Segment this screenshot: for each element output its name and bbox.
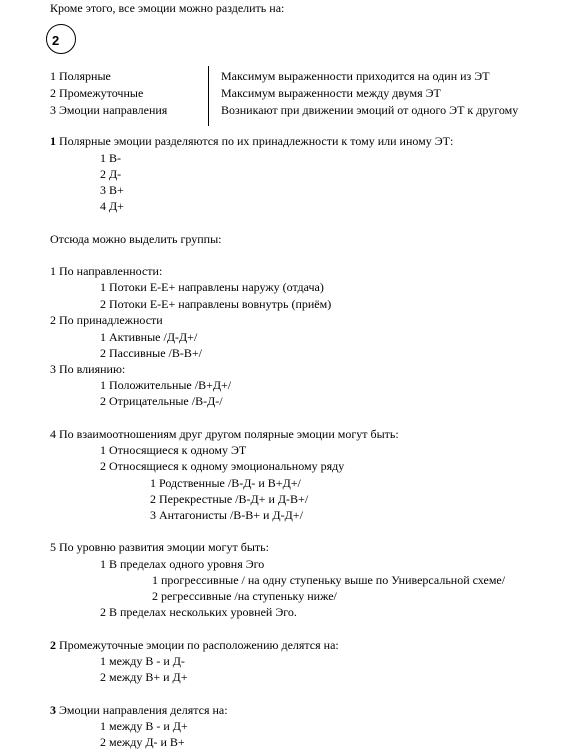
table-term: 1 Полярные (50, 69, 111, 83)
section-1-heading (50, 134, 453, 148)
section-3-number: 3 (50, 703, 56, 717)
section-2-number: 2 (50, 638, 56, 652)
table-term: 2 Промежуточные (50, 86, 144, 100)
sub-list-item: 1 прогрессивные / на одну ступеньку выше по Универсальной схеме/ (152, 573, 506, 587)
sub-list-item: 1 Родственные /В-Д- и В+Д+/ (150, 476, 301, 490)
table-term: 3 Эмоции направления (50, 103, 168, 117)
list-item: 1 В пределах одного уровня Эго (100, 557, 265, 571)
list-item: 2 Д- (100, 167, 122, 181)
group-1-title: 1 По направленности: (50, 264, 163, 278)
sub-list-item: 3 Антагонисты /В-В+ и Д-Д+/ (150, 508, 303, 522)
section-2-text: Промежуточные эмоции по расположению делятся на: (56, 638, 339, 652)
group-3-title: 3 По влиянию: (50, 362, 126, 376)
table-desc: Максимум выраженности приходится на один из ЭТ (221, 69, 490, 83)
table-desc: Возникают при движении эмоций от одного ЭТ к другому (221, 103, 519, 117)
list-item: 1 между В - и Д+ (100, 719, 188, 733)
section-3-heading (50, 703, 228, 717)
group-2-title: 2 По принадлежности (50, 313, 163, 327)
sub-list-item: 2 Перекрестные /В-Д+ и Д-В+/ (150, 492, 309, 506)
list-item: 1 В- (100, 151, 121, 165)
list-item: 1 между В - и Д- (100, 654, 185, 668)
list-item: 2 Относящиеся к одному эмоциональному ряду (100, 459, 345, 473)
section-3-text: Эмоции направления делятся на: (56, 703, 228, 717)
sub-list-item: 2 регрессивные /на ступеньку ниже/ (152, 589, 337, 603)
section-1-text: Полярные эмоции разделяются по их принадлежности к тому или иному ЭТ: (56, 134, 454, 148)
list-item: 2 между В+ и Д+ (100, 670, 188, 684)
group-4-title: 4 По взаимоотношениям друг другом полярные эмоции могут быть: (50, 427, 399, 441)
list-item: 2 Отрицательные /В-Д-/ (100, 394, 223, 408)
groups-intro: Отсюда можно выделить группы: (50, 232, 222, 246)
section-badge (46, 24, 76, 54)
list-item: 2 В пределах нескольких уровней Эго. (100, 605, 297, 619)
group-5-title: 5 По уровню развития эмоции могут быть: (50, 540, 269, 554)
section-badge-number: 2 (52, 33, 60, 48)
table-desc: Максимум выраженности между двумя ЭТ (221, 86, 441, 100)
table-divider (208, 66, 209, 126)
intro-text: Кроме этого, все эмоции можно разделить на: (50, 1, 285, 15)
list-item: 2 Пассивные /В-В+/ (100, 346, 202, 360)
section-1-number: 1 (50, 134, 56, 148)
list-item: 1 Относящиеся к одному ЭТ (100, 443, 247, 457)
list-item: 2 между Д- и В+ (100, 735, 185, 749)
list-item: 4 Д+ (100, 199, 124, 213)
list-item: 1 Положительные /В+Д+/ (100, 378, 232, 392)
list-item: 1 Активные /Д-Д+/ (100, 330, 198, 344)
section-2-heading (50, 638, 339, 652)
list-item: 2 Потоки Е-Е+ направлены вовнутрь (приём) (100, 297, 332, 311)
list-item: 1 Потоки Е-Е+ направлены наружу (отдача) (100, 280, 324, 294)
list-item: 3 В+ (100, 183, 124, 197)
